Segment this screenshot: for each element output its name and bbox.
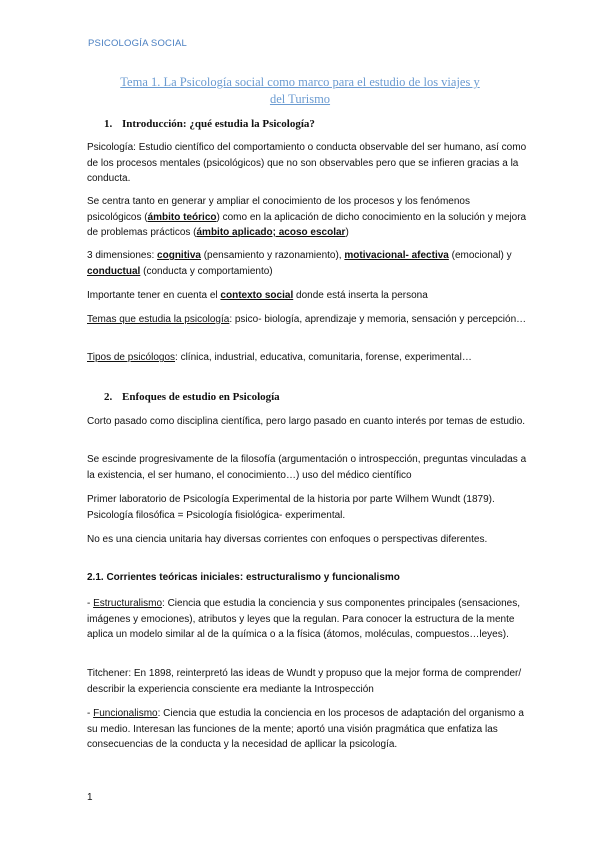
section-number: 2. [104, 391, 113, 403]
underlined-term: Estructuralismo [93, 598, 163, 609]
section-1-heading [104, 118, 315, 130]
section-title: Introducción: ¿qué estudia la Psicología? [122, 118, 315, 130]
paragraph: - Funcionalismo: Ciencia que estudia la conciencia en los procesos de adaptación del organismo a su medio. Interesan las funciones de la mente; aportó una visión pragmática que enfatiza las consecuencias de la conducta y la necesidad de apllicar la psicología. [87, 708, 524, 750]
running-header: PSICOLOGÍA SOCIAL [88, 38, 187, 49]
emphasis: ámbito teórico [147, 211, 217, 223]
paragraph: 3 dimensiones: cognitiva (pensamiento y razonamiento), motivacional- afectiva (emocional) y conductual (conducta y comportamiento) [87, 250, 512, 277]
paragraph: Tipos de psicólogos: clínica, industrial, educativa, comunitaria, forense, experimental… [87, 352, 472, 363]
underlined-term: Temas que estudia la psicología [87, 314, 230, 325]
subsection-heading: 2.1. Corrientes teóricas iniciales: estructuralismo y funcionalismo [87, 572, 400, 583]
paragraph: - Estructuralismo: Ciencia que estudia la conciencia y sus componentes principales (sensaciones, imágenes y emociones), atributos y leyes que la regulan. Para conocer la estructura de la mente aplica un modelo similar al de la química o a la física (átomos, moléculas, compuestos…leyes). [87, 598, 520, 640]
paragraph: Se escinde progresivamente de la filosofía (argumentación o introspección, preguntas vinculadas a la existencia, el ser humano, el conocimiento…) uso del médico científico [87, 454, 527, 481]
page-number: 1 [87, 792, 93, 803]
emphasis: cognitiva [157, 250, 201, 261]
title-line-2: del Turismo [269, 92, 331, 106]
underlined-term: Funcionalismo [93, 708, 158, 719]
emphasis: conductual [87, 265, 141, 277]
paragraph: Psicología: Estudio científico del comportamiento o conducta observable del ser humano, así como de los procesos mentales (psicológicos) que no son observables pero que se infieren gracias a la conducta. [87, 142, 527, 184]
paragraph: Corto pasado como disciplina científica, pero largo pasado en cuanto interés por temas de estudio. [87, 416, 526, 427]
paragraph: Temas que estudia la psicología: psico- biología, aprendizaje y memoria, sensación y percepción… [87, 314, 527, 325]
document-title [80, 74, 520, 108]
title-line-1: Tema 1. La Psicología social como marco para el estudio de los viajes y [120, 75, 480, 89]
emphasis: contexto social [220, 290, 294, 301]
section-number: 1. [104, 118, 113, 130]
paragraph: No es una ciencia unitaria hay diversas corrientes con enfoques o perspectivas diferentes. [87, 534, 488, 545]
paragraph: Importante tener en cuenta el contexto social donde está inserta la persona [87, 290, 428, 301]
paragraph: Primer laboratorio de Psicología Experimental de la historia por parte Wilhem Wundt (1879). Psicología filosófica = Psicología fisiológica- experimental. [87, 494, 495, 521]
section-2-heading [104, 391, 280, 403]
emphasis: motivacional- afectiva [344, 250, 449, 261]
paragraph: Se centra tanto en generar y ampliar el conocimiento de los procesos y los fenómenos psicológicos (ámbito teórico) como en la aplicación de dicho conocimiento en la solución y mejora de problemas prácticos (ámbito aplicado; acoso escolar) [87, 196, 527, 238]
section-title: Enfoques de estudio en Psicología [122, 391, 280, 403]
underlined-term: Tipos de psicólogos [87, 352, 176, 363]
emphasis: ámbito aplicado; acoso escolar [196, 227, 346, 238]
paragraph: Titchener: En 1898, reinterpretó las ideas de Wundt y propuso que la mejor forma de comprender/ describir la experiencia consciente era mediante la Introspección [87, 668, 522, 695]
